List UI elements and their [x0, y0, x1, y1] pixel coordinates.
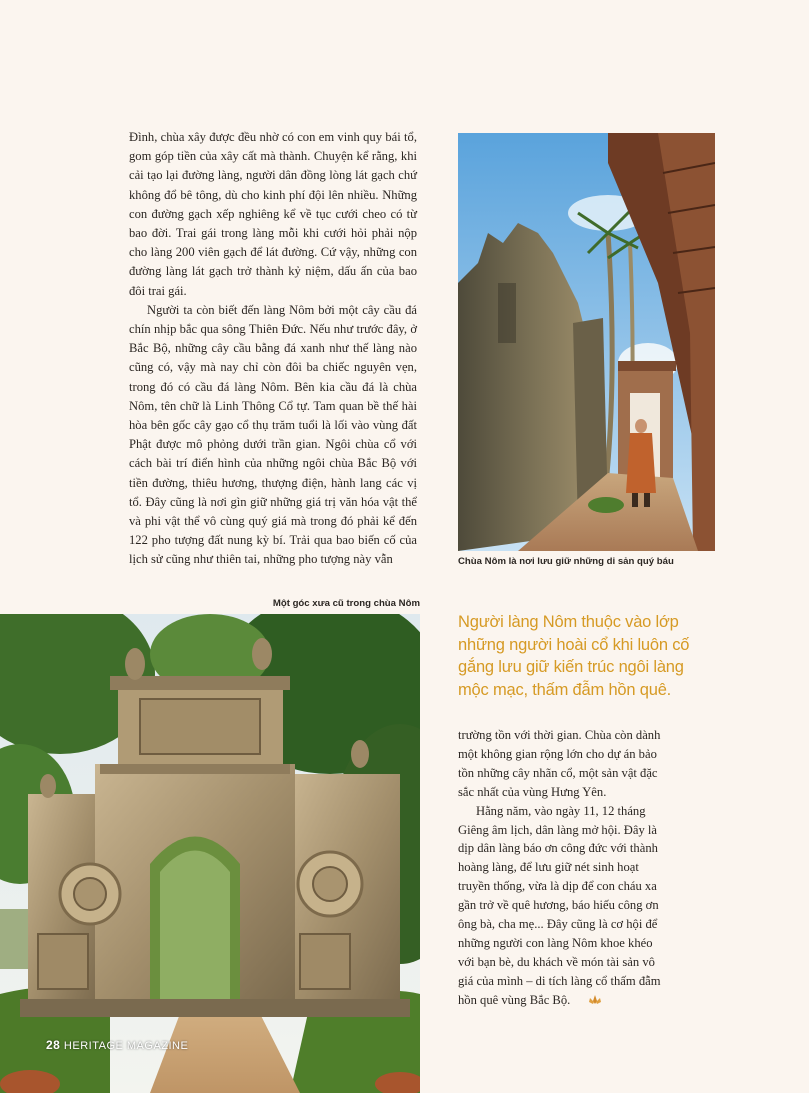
article-paragraph: Đình, chùa xây được đều nhờ có con em vinh quy bái tổ, gom góp tiền của xây cất mà thành. Chuyện kể rằng, khi cải tạo lại đường làng, người dân đồng lòng lát gạch chứ không đổ bê tông, dù cho kinh phí đội lên nhiều. Những con đường gạch xếp nghiêng kể về tục cưới cheo có từ bao đời. Trai gái trong làng mỗi khi cưới hỏi phải nộp cho làng 200 viên gạch để lát đường. Cứ vậy, những con đường làng lát gạch trở thành kỷ niệm, dấu ấn của bao đôi trai gái. — [129, 130, 417, 298]
page-folio — [46, 1038, 188, 1052]
photo-caption: Một góc xưa cũ trong chùa Nôm — [272, 598, 420, 609]
photo-caption: Chùa Nôm là nơi lưu giữ những di sản quý báu — [458, 556, 674, 567]
article-paragraph — [458, 802, 663, 1010]
lotus-icon — [570, 991, 584, 1000]
article-column-left — [129, 128, 417, 570]
article-paragraph: trường tồn với thời gian. Chùa còn dành một không gian rộng lớn cho dự án bảo tồn những cây nhãn cổ, một sản vật đặc sắc nhất của vùng Hưng Yên. — [458, 728, 661, 799]
page-number: 28 — [46, 1038, 61, 1052]
pull-quote: Người làng Nôm thuộc vào lớp những người hoài cổ khi luôn cố gắng lưu giữ kiến trúc ngôi làng mộc mạc, thấm đẫm hồn quê. — [458, 613, 690, 699]
pagoda-path-photo — [458, 133, 715, 551]
pagoda-path-illustration — [458, 133, 715, 551]
article-column-right — [458, 726, 663, 1010]
temple-gate-photo — [0, 614, 420, 1093]
magazine-name: HERITAGE MAGAZINE — [63, 1040, 189, 1052]
temple-gate-illustration — [0, 614, 420, 1093]
article-paragraph-text: Hằng năm, vào ngày 11, 12 tháng Giêng âm lịch, dân làng mở hội. Đây là dịp dân làng báo ơn công đức với thành hoàng làng, để lưu giữ nét sinh hoạt truyền thống, vừa là dịp để con cháu xa gần trở về quê hương, báo hiếu công ơn ông bà, cha mẹ... Đây cũng là cơ hội để những người con làng Nôm khoe khéo với bạn bè, du khách về món tài sản vô giá của mình – di tích làng cổ thấm đẫm hồn quê vùng Bắc Bộ. — [458, 803, 661, 1007]
article-paragraph: Người ta còn biết đến làng Nôm bởi một cây cầu đá chín nhịp bắc qua sông Thiên Đức. Nếu như trước đây, ở Bắc Bộ, những cây cầu bằng đá xanh như thế làng nào cũng có, vậy mà nay chỉ còn đôi ba chiếc nguyên vẹn, trong đó có cầu đá làng Nôm. Bên kia cầu đá là chùa Nôm, tên chữ là Linh Thông Cổ tự. Tam quan bề thế hài hòa bên gốc cây gạo cổ thụ trăm tuổi là lối vào vùng đất Phật được mô phỏng dưới trần gian. Ngôi chùa cổ với cách bài trí điển hình của những ngôi chùa Bắc Bộ với tiền đường, thiêu hương, thượng điện, hành lang các vị tổ. Đây cũng là nơi gìn giữ những giá trị văn hóa vật thể và phi vật thể vô cùng quý giá mà trong đó phải kể đến 122 pho tượng đất nung kỳ bí. Trải qua bao biến cố của lịch sử cũng như thiên tai, những pho tượng này vẫn — [129, 302, 417, 567]
